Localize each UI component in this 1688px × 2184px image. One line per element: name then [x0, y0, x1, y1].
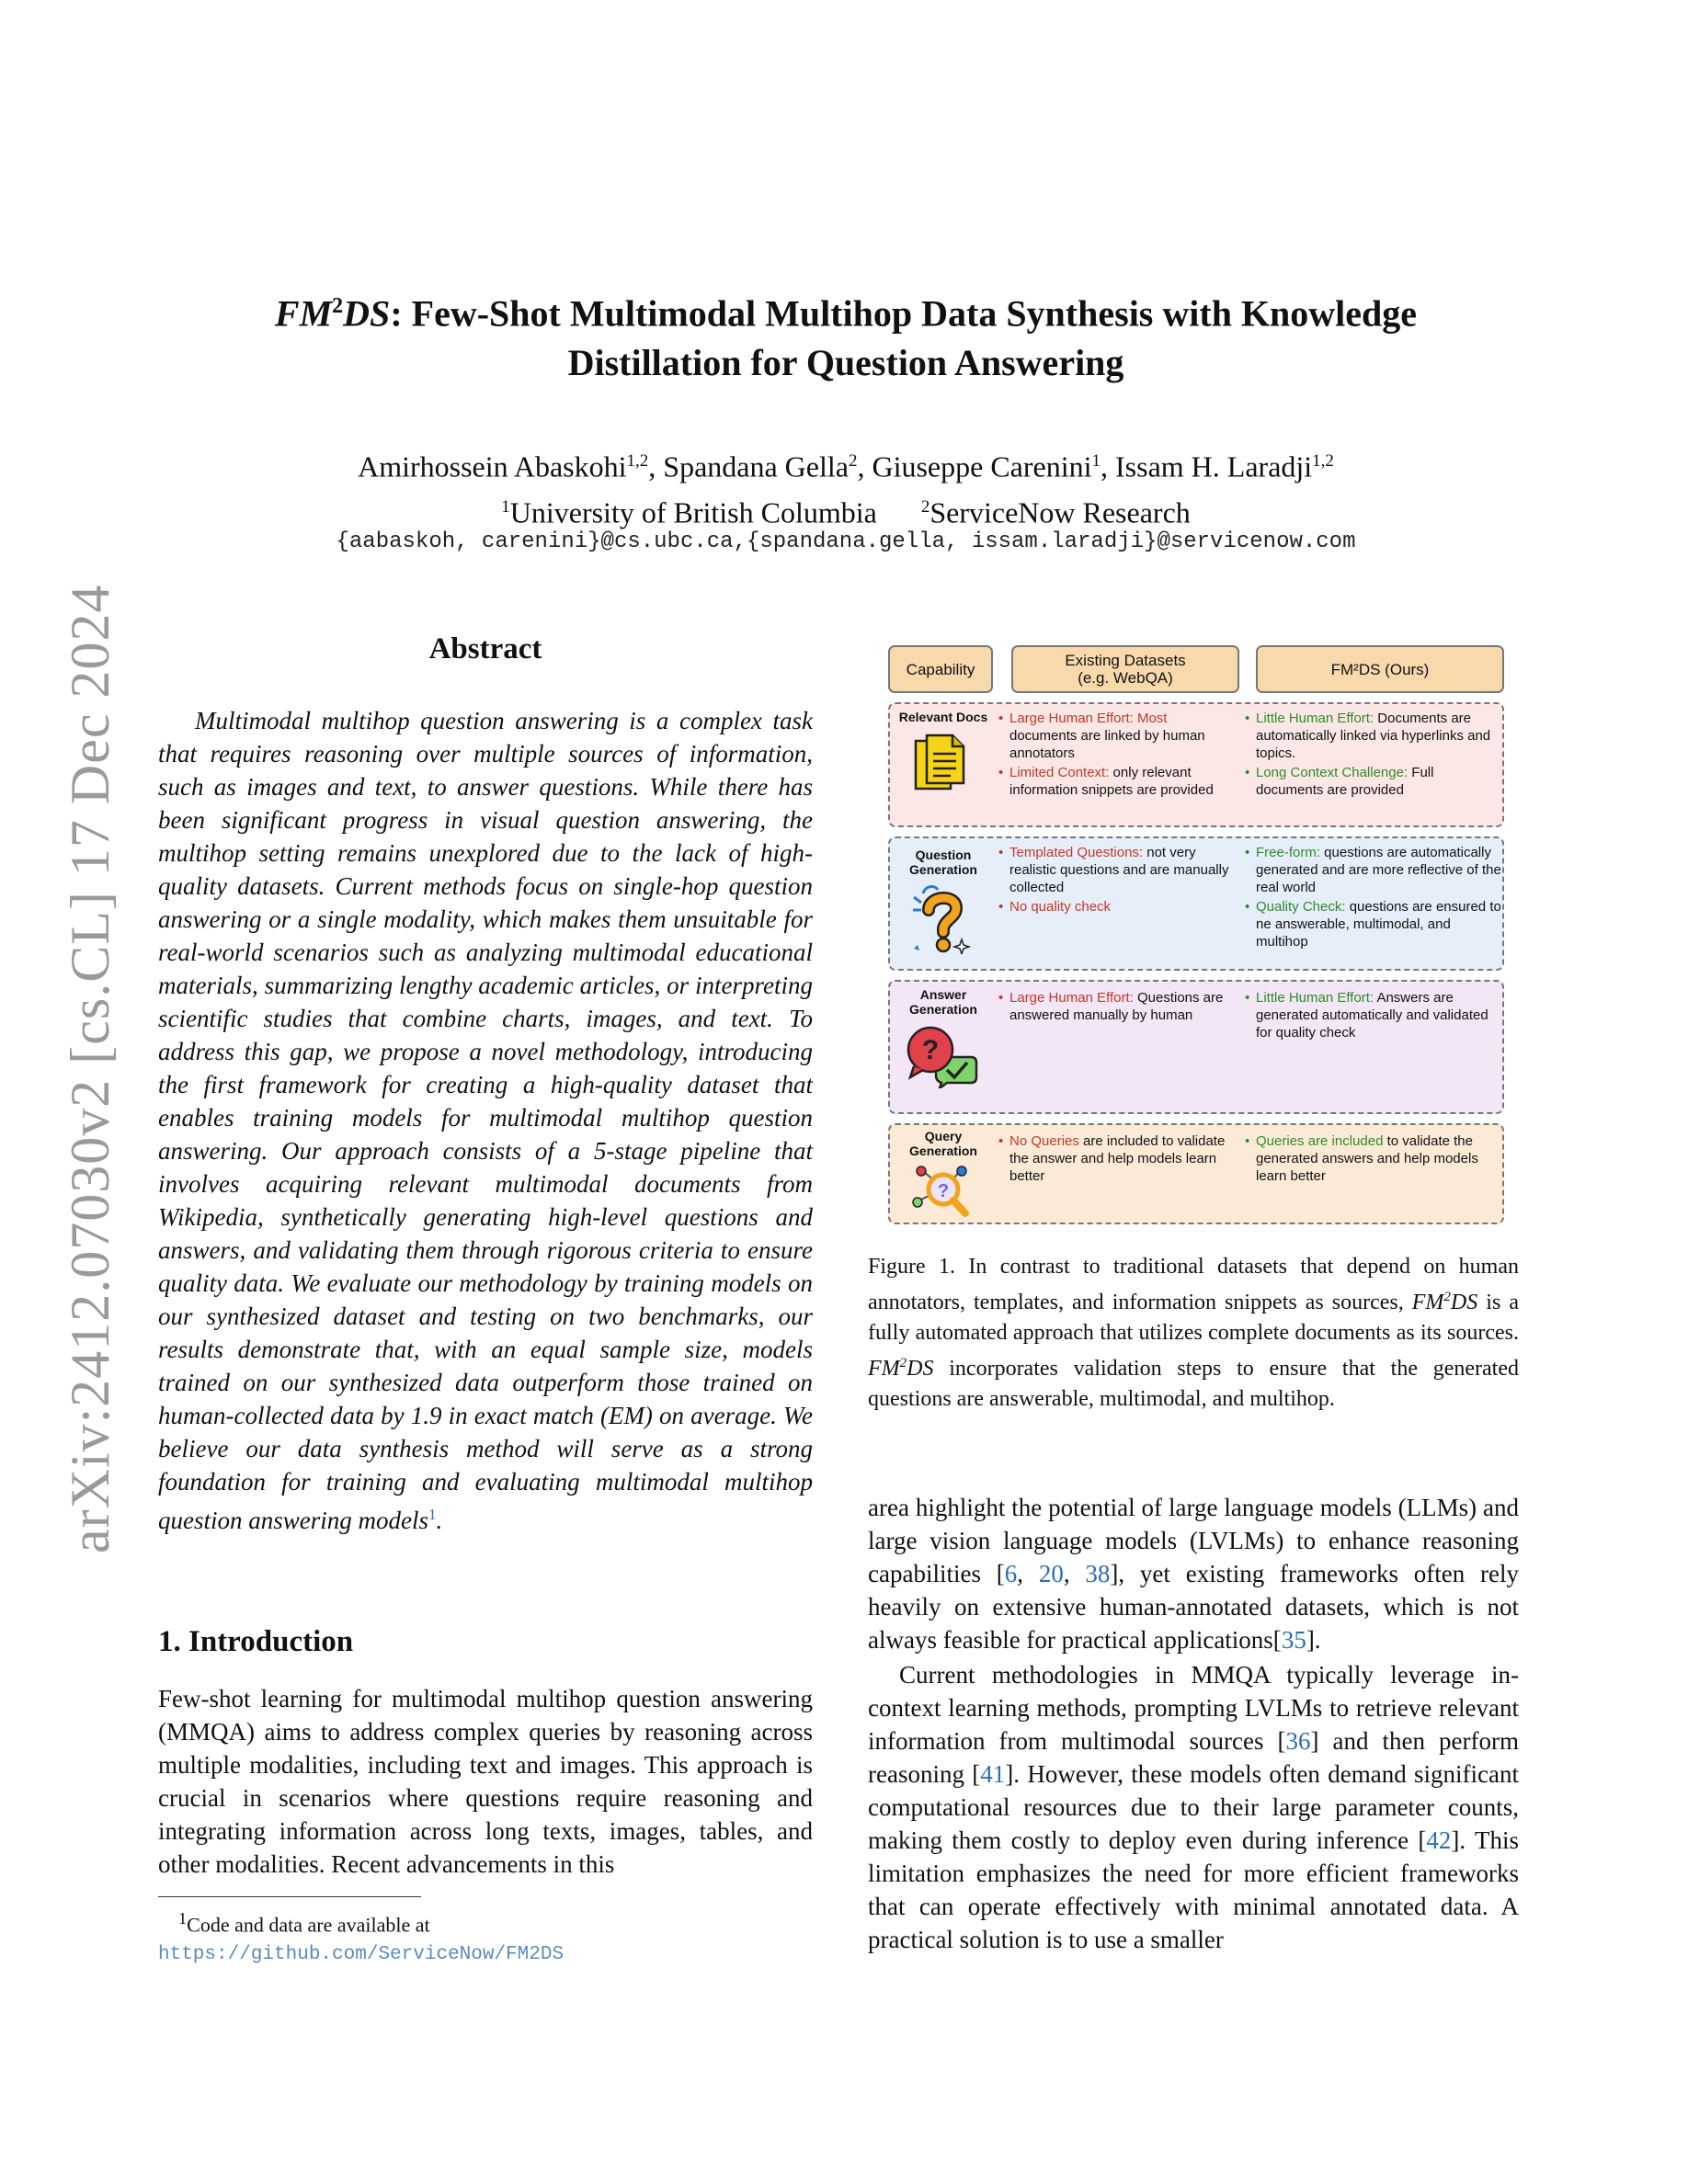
footnote: [158, 1905, 813, 1969]
bullet-text: are included to validate the answer and help models learn better: [1009, 1133, 1226, 1184]
paragraph-text: ]. However, these models often demand significant computational resources due to their large parameter counts, making them costly to deploy even during inference [: [868, 1760, 1519, 1854]
citation-link[interactable]: 41: [980, 1760, 1006, 1788]
paragraph-text: ].: [1306, 1626, 1321, 1654]
header-ours: FM²DS (Ours): [1256, 645, 1504, 693]
affiliation-sup: 1: [501, 496, 510, 517]
header-existing-line2: (e.g. WebQA): [1078, 669, 1173, 687]
author-name: , Issam H. Laradji: [1101, 449, 1313, 483]
highlight-negative: Templated Questions:: [1009, 845, 1144, 860]
figure-caption: [868, 1252, 1519, 1415]
paragraph-text: ] and then perform reasoning [: [868, 1727, 1520, 1788]
title-name-a: FM: [274, 292, 333, 335]
abstract-heading: Abstract: [428, 632, 542, 665]
row-question-generation: [888, 836, 1504, 971]
citation-link[interactable]: 42: [1426, 1826, 1452, 1854]
highlight-negative: Large Human Effort:: [1009, 990, 1134, 1006]
footnote-link[interactable]: 1: [428, 1506, 437, 1523]
row-answer-generation: [888, 980, 1504, 1114]
author-affil-sup: 1,2: [626, 451, 649, 471]
caption-text: Figure 1. In contrast to traditional datasets that depend on human annotators, templates, and information snippets as sources,: [868, 1255, 1519, 1314]
bullet-text: questions are automatically generated and are more reflective of the real world: [1256, 845, 1501, 895]
caption-method-sup: 2: [899, 1356, 907, 1371]
abstract-body-text: Multimodal multihop question answering is a complex task that requires reasoning over multiple sources of information, such as images and text, to answer questions. While there has been significant progress in visual question answering, the multihop setting remains unexplored due to the lack of high-quality datasets. Current methods focus on single-hop question answering or a single modality, which makes them unsuitable for real-world scenarios such as analyzing multimodal educational materials, summarizing lengthy academic articles, or interpreting scientific studies that combine charts, images, and text. To address this gap, we propose a novel methodology, introducing the first framework for creating a high-quality dataset that enables training models for multimodal multihop question answering. Our approach consists of a 5-stage pipeline that involves acquiring relevant multimodal documents from Wikipedia, synthetically generating high-level questions and answers, and validating them through rigorous criteria to ensure quality data. We evaluate our methodology by training models on our synthesized dataset and testing on two benchmarks, our results demonstrate that, with an equal sample size, models trained on our synthesized data outperform those trained on human-collected data by 1.9 in exact match (EM) on average. We believe our data synthesis method will serve as a strong foundation for training and evaluating multimodal multihop question answering models: [158, 707, 813, 1534]
affiliation: University of British Columbia: [509, 495, 877, 529]
existing-column: • Large Human Effort: Most documents are linked by human annotators • Limited Context: only relevant information snippets are provided: [998, 711, 1214, 798]
author-affil-sup: 1,2: [1312, 451, 1334, 471]
caption-method-name: FM: [868, 1357, 900, 1381]
footnote-rule: [158, 1896, 421, 1897]
ours-column: • Queries are included to validate the generated answers and help models learn better: [1245, 1133, 1478, 1184]
existing-column: • Templated Questions: not very realistic questions and are manually collected • No quality check: [998, 845, 1229, 915]
paragraph-text: ]. This limitation emphasizes the need for more efficient frameworks that can operate effectively with minimal annotated data. A practical solution is to use a smaller: [868, 1826, 1519, 1953]
author-affil-sup: 2: [848, 451, 858, 471]
figure-1-comparison-table: [883, 645, 1508, 1224]
title-line2: Distillation for Question Answering: [567, 342, 1124, 384]
caption-text: incorporates validation steps to ensure that the generated questions are answerable, multimodal, and multihop.: [868, 1357, 1519, 1411]
highlight-negative: Large Human Effort: Most: [1009, 711, 1168, 726]
header-existing-datasets: [1011, 645, 1239, 693]
highlight-positive: Free-form:: [1256, 845, 1321, 860]
row-label: Question Generation: [909, 847, 977, 877]
bullet-text: Documents are automatically linked via hyperlinks and topics.: [1256, 711, 1491, 761]
highlight-negative: No quality check: [1009, 899, 1112, 915]
intro-paragraph: Few-shot learning for multimodal multihop question answering (MMQA) aims to address complex queries by reasoning across multiple modalities, including text and images. This approach is crucial in scenarios where questions require reasoning and integrating information across long texts, images, tables, and other modalities. Recent advancements in this: [158, 1685, 813, 1878]
caption-method-name-b: DS: [907, 1357, 934, 1381]
header-capability: Capability: [888, 645, 993, 693]
footnote-mark: 1: [178, 1909, 188, 1928]
paper-title: [147, 281, 1545, 388]
abstract-end: .: [436, 1507, 443, 1534]
affiliation: ServiceNow Research: [930, 495, 1191, 529]
author-name: , Spandana Gella: [648, 449, 849, 483]
svg-text:?: ?: [937, 1181, 950, 1201]
footnote-text: Code and data are available at: [187, 1913, 430, 1937]
qa-bubbles-icon: [905, 1022, 978, 1093]
existing-column: • Large Human Effort: Questions are answered manually by human: [998, 990, 1224, 1023]
author-name: Amirhossein Abaskohi: [358, 449, 627, 483]
bullet-text: only relevant information snippets are provided: [1009, 765, 1214, 798]
author-emails: {aabaskoh, carenini}@cs.ubc.ca,{spandana.gella, issam.laradji}@servicenow.com: [336, 529, 1356, 554]
row-label: Relevant Docs: [898, 710, 988, 724]
highlight-positive: Little Human Effort:: [1256, 711, 1374, 726]
citation-link[interactable]: 20: [1038, 1560, 1064, 1587]
highlight-positive: Quality Check:: [1256, 899, 1346, 915]
affiliation-sup: 2: [920, 496, 930, 517]
bullet-text: documents are linked by human annotators: [1009, 728, 1205, 761]
highlight-positive: Long Context Challenge:: [1256, 765, 1409, 780]
citation-link[interactable]: 6: [1004, 1560, 1018, 1587]
caption-method-sup: 2: [1443, 1290, 1451, 1304]
title-line1-rest: : Few-Shot Multimodal Multihop Data Synthesis with Knowledge: [390, 292, 1418, 335]
paragraph-text: ], yet existing frameworks often rely heavily on extensive human-annotated datasets, which is not always feasible for practical applications[: [868, 1560, 1520, 1654]
bullet-text: questions are ensured to ne answerable, multimodal, and multihop: [1256, 899, 1501, 950]
header-existing-line1: Existing Datasets: [1065, 652, 1186, 669]
right-paragraph-2: [868, 1658, 1519, 1956]
caption-text: is a fully automated approach that utilizes complete documents as its sources.: [868, 1291, 1519, 1345]
abstract-text: [158, 704, 813, 1537]
bullet-text: not very realistic questions and are manually collected: [1009, 845, 1229, 895]
svg-text:?: ?: [921, 1035, 940, 1065]
author-name: , Giuseppe Carenini: [857, 449, 1092, 483]
bullet-text: to validate the generated answers and help models learn better: [1256, 1133, 1478, 1184]
author-affil-sup: 1: [1091, 451, 1101, 471]
ours-column: • Little Human Effort: Documents are automatically linked via hyperlinks and topics. • Long Context Challenge: Full documents are provided: [1245, 711, 1491, 798]
highlight-negative: No Queries: [1009, 1133, 1079, 1149]
search-magnifier-icon: [912, 1164, 971, 1223]
citation-link[interactable]: 36: [1285, 1727, 1311, 1755]
row-label: Answer Generation: [909, 987, 977, 1017]
document-icon: [910, 732, 969, 799]
title-name-sup: 2: [332, 294, 344, 318]
citation-link[interactable]: 38: [1085, 1560, 1111, 1587]
bullet-text: Full documents are provided: [1256, 765, 1434, 798]
citation-link[interactable]: 35: [1281, 1626, 1306, 1654]
row-label: Query Generation: [909, 1129, 977, 1158]
right-paragraph-1: area highlight the potential of large language models (LLMs) and large vision language models (LVLMs) to enhance reasoning capabilities [6, 20, 38], yet existing frameworks often rely heavily on extensive human-annotated datasets, which is not always feasible for practical applications[35].: [868, 1494, 1520, 1654]
question-mark-icon: [910, 884, 971, 959]
highlight-positive: Queries are included: [1256, 1133, 1384, 1149]
row-query-generation: [888, 1123, 1504, 1224]
bullet-text: Answers are generated automatically and validated for quality check: [1256, 990, 1488, 1041]
title-name-b: DS: [343, 292, 391, 335]
code-url-link[interactable]: https://github.com/ServiceNow/FM2DS: [158, 1944, 565, 1966]
highlight-negative: Limited Context:: [1009, 765, 1110, 780]
ours-column: • Little Human Effort: Answers are generated automatically and validated for quality check: [1245, 990, 1488, 1041]
bullet-text: Questions are answered manually by human: [1009, 990, 1224, 1023]
paragraph-text: area highlight the potential of large language models (LLMs) and large vision language models (LVLMs) to enhance reasoning capabilities [: [868, 1494, 1519, 1587]
arxiv-identifier-stamp: arXiv:2412.07030v2 [cs.CL] 17 Dec 2024: [60, 584, 120, 1553]
section-heading-introduction: 1. Introduction: [158, 1625, 354, 1658]
paragraph-text: Current methodologies in MMQA typically leverage in-context learning methods, prompting LVLMs to retrieve relevant information from multimodal sources [: [868, 1661, 1519, 1755]
caption-method-name-b: DS: [1450, 1291, 1478, 1314]
highlight-positive: Little Human Effort:: [1256, 990, 1374, 1006]
caption-method-name: FM: [1411, 1291, 1444, 1314]
existing-column: • No Queries are included to validate the answer and help models learn better: [998, 1133, 1226, 1184]
ours-column: • Free-form: questions are automatically generated and are more reflective of the real world • Quality Check: questions are ensured to ne answerable, multimodal, and multihop: [1245, 845, 1501, 950]
row-relevant-docs: [888, 702, 1504, 827]
author-block: [147, 441, 1545, 532]
